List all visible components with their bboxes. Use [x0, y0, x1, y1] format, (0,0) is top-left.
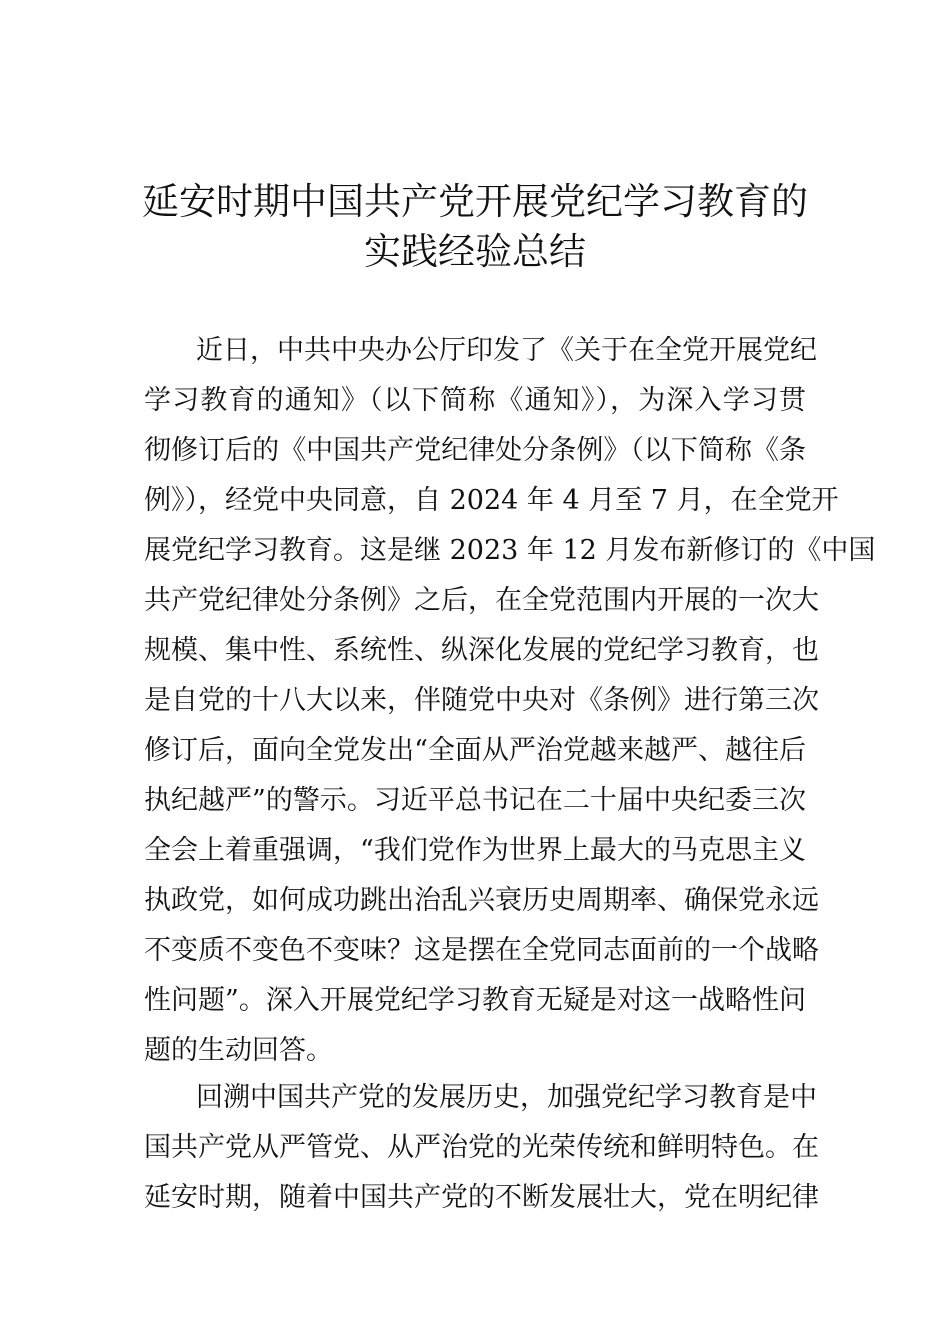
paragraph-1-line: 不变质不变色不变味？这是摆在全党同志面前的一个战略	[144, 935, 819, 966]
paragraph-1-line: 执纪越严”的警示。习近平总书记在二十届中央纪委三次	[144, 785, 806, 816]
paragraph-1-line: 例》），经党中央同意，自 2024 年 4 月至 7 月，在全党开	[144, 485, 839, 516]
paragraph-2-line: 延安时期，随着中国共产党的不断发展壮大，党在明纪律	[144, 1182, 819, 1213]
paragraph-2	[144, 1073, 819, 1223]
paragraph-1-line: 执政党，如何成功跳出治乱兴衰历史周期率、确保党永远	[144, 885, 819, 916]
paragraph-2-line: 国共产党从严管党、从严治党的光荣传统和鲜明特色。在	[144, 1132, 819, 1163]
paragraph-1-line: 是自党的十八大以来，伴随党中央对《条例》进行第三次	[144, 685, 819, 716]
paragraph-1-line: 展党纪学习教育。这是继 2023 年 12 月发布新修订的《中国	[144, 535, 876, 566]
paragraph-1	[144, 326, 876, 1076]
paragraph-1-line: 题的生动回答。	[144, 1035, 333, 1066]
paragraph-2-line: 回溯中国共产党的发展历史，加强党纪学习教育是中	[196, 1082, 817, 1113]
document-title-line-1: 延安时期中国共产党开展党纪学习教育的	[142, 180, 808, 223]
paragraph-1-line: 性问题”。深入开展党纪学习教育无疑是对这一战略性问	[144, 985, 806, 1016]
paragraph-1-line: 修订后，面向全党发出“全面从严治党越来越严、越往后	[144, 735, 806, 766]
paragraph-1-line: 学习教育的通知》（以下简称《通知》），为深入学习贯	[144, 385, 806, 416]
paragraph-1-line: 共产党纪律处分条例》之后，在全党范围内开展的一次大	[144, 585, 819, 616]
document-title-line-2: 实践经验总结	[364, 230, 586, 273]
paragraph-1-line: 彻修订后的《中国共产党纪律处分条例》（以下简称《条	[144, 435, 806, 466]
paragraph-1-line: 规模、集中性、系统性、纵深化发展的党纪学习教育，也	[144, 635, 819, 666]
paragraph-1-line: 近日，中共中央办公厅印发了《关于在全党开展党纪	[196, 335, 817, 366]
paragraph-1-line: 全会上着重强调，“我们党作为世界上最大的马克思主义	[144, 835, 806, 866]
